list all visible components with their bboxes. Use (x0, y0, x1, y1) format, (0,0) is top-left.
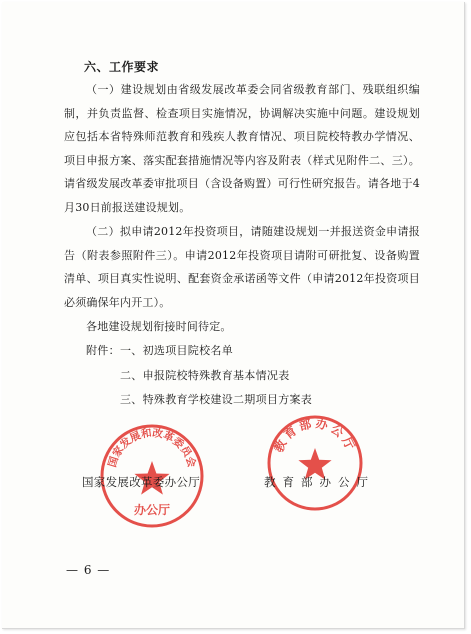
page-number: — 6 — (66, 563, 111, 577)
paragraph-timing: 各地建设规划衔接时间待定。 (86, 320, 232, 333)
paragraph-2012-investment: （二）拟申请2012年投资项目，请随建设规划一并报送资金申请报告（附表参照附件三）。申请2012年投资项目请附可研批复、设备购置清单、项目真实性说明、配套资金承诺函等文件（申请2012年投资项目必须确保年内开工）。 (64, 225, 420, 309)
signature-moe-office: 教育部办公厅 (264, 475, 375, 489)
attachments-label: 附件： (86, 344, 120, 357)
section-heading: 六、工作要求 (84, 60, 160, 74)
attachment-item-1: 一、初选项目院校名单 (120, 344, 233, 357)
attachment-item-3: 三、特殊教育学校建设二期项目方案表 (120, 393, 313, 406)
moe-office-seal-icon (266, 414, 364, 512)
document-page (2, 2, 465, 629)
signature-ndrc-office: 国家发展改革委办公厅 (82, 475, 200, 489)
right-seal-arc-text: 教育部办公厅 (271, 416, 359, 455)
left-seal-bottom-text: 办公厅 (133, 503, 171, 517)
paragraph-planning-requirements: （一）建设规划由省级发展改革委会同省级教育部门、残联组织编制，并负责监督、检查项目实施情况，协调解决实施中问题。建设规划应包括本省特殊师范教育和残疾人教育情况、项目院校特教办学情况、项目申报方案、落实配套措施情况等内容及附表（样式见附件二、三）。请省级发展改革委审批项目（含设备购置）可行性研究报告。请各地于4月30日前报送建设规划。 (64, 83, 420, 214)
left-seal-arc-text: 国家发展和改革委员会 (106, 427, 198, 469)
attachment-item-2: 二、申报院校特殊教育基本情况表 (120, 369, 290, 382)
